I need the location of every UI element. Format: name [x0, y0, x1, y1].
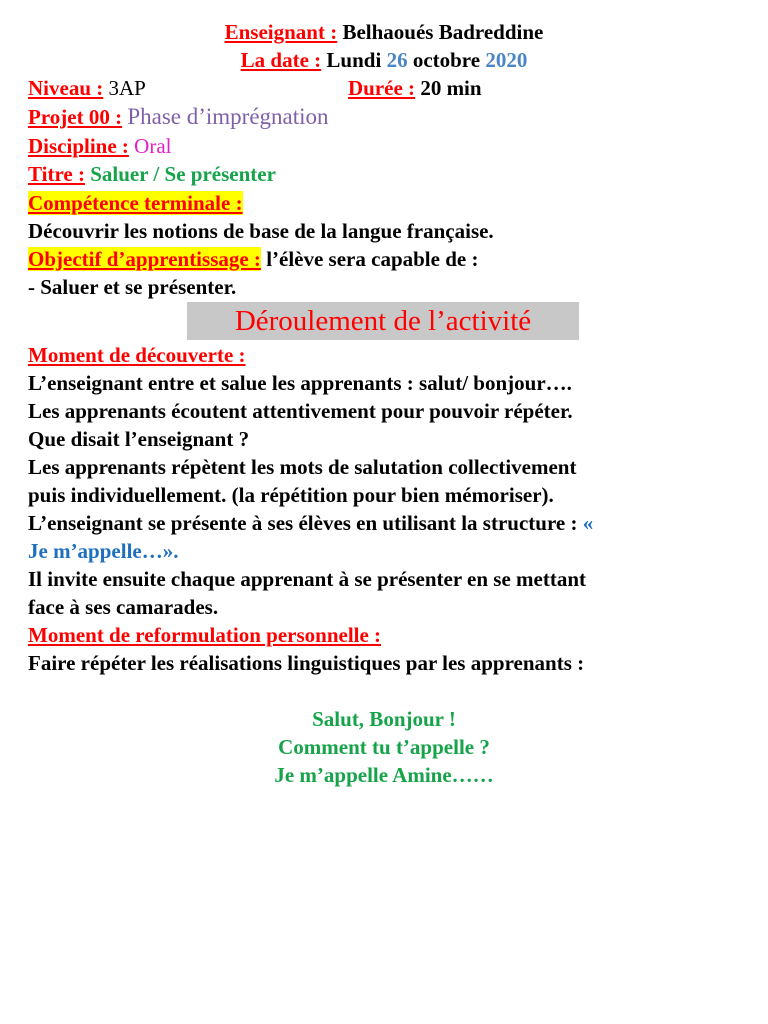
title-label: Titre : [28, 162, 85, 186]
competence-label: Compétence terminale : [28, 191, 243, 215]
moment1-line: Les apprenants écoutent attentivement pour pouvoir répéter. [28, 399, 573, 423]
date-label: La date : [240, 48, 322, 72]
title-line [28, 160, 758, 188]
moment1-line: Les apprenants répètent les mots de salutation collectivement [28, 455, 577, 479]
date-number: 26 [386, 48, 408, 72]
date-month: octobre [412, 48, 481, 72]
date-year: 2020 [485, 48, 528, 72]
moment1-line: L’enseignant entre et salue les apprenants : salut/ bonjour…. [28, 371, 572, 395]
moment1-line: L’enseignant se présente à ses élèves en utilisant la structure : [28, 511, 578, 535]
moment2-label: Moment de reformulation personnelle : [28, 623, 382, 647]
moment1-line: puis individuellement. (la répétition pour bien mémoriser). [28, 483, 554, 507]
discipline-line [28, 132, 758, 160]
moment1-heading [28, 341, 758, 369]
competence-heading [28, 189, 758, 217]
moment1-structure-line [28, 509, 758, 537]
structure-text: Je m’appelle…». [28, 539, 179, 563]
moment1-line: Que disait l’enseignant ? [28, 427, 250, 451]
objective-text: l’élève sera capable de : [266, 247, 479, 271]
duration-value: 20 min [420, 76, 482, 100]
level-value: 3AP [108, 76, 146, 100]
structure-open-quote: « [582, 511, 594, 535]
objective-label: Objectif d’apprentissage : [28, 247, 261, 271]
duration-line [348, 74, 758, 102]
activity-title: Déroulement de l’activité [187, 302, 579, 340]
objective-item: - Saluer et se présenter. [28, 275, 237, 299]
date-line [0, 46, 768, 74]
structure-example [28, 537, 758, 565]
project-line [28, 103, 758, 131]
objective-line [28, 245, 758, 273]
competence-text: Découvrir les notions de base de la langue française. [28, 219, 494, 243]
dialogue-line: Comment tu t’appelle ? [278, 735, 490, 759]
moment2-text: Faire répéter les réalisations linguistiques par les apprenants : [28, 651, 585, 675]
level-label: Niveau : [28, 76, 104, 100]
moment1-label: Moment de découverte : [28, 343, 246, 367]
discipline-value: Oral [134, 134, 172, 158]
discipline-label: Discipline : [28, 134, 129, 158]
teacher-label: Enseignant : [224, 20, 338, 44]
teacher-line [0, 18, 768, 46]
teacher-name: Belhaoués Badreddine [342, 20, 544, 44]
project-value: Phase d’imprégnation [127, 104, 329, 129]
title-value: Saluer / Se présenter [90, 162, 276, 186]
project-label: Projet 00 : [28, 105, 123, 129]
moment1-line: face à ses camarades. [28, 595, 219, 619]
moment2-heading [28, 621, 758, 649]
date-day: Lundi [326, 48, 382, 72]
dialogue-line: Je m’appelle Amine…… [274, 763, 494, 787]
dialogue-line: Salut, Bonjour ! [312, 707, 456, 731]
duration-label: Durée : [348, 76, 416, 100]
moment1-line: Il invite ensuite chaque apprenant à se présenter en se mettant [28, 567, 587, 591]
